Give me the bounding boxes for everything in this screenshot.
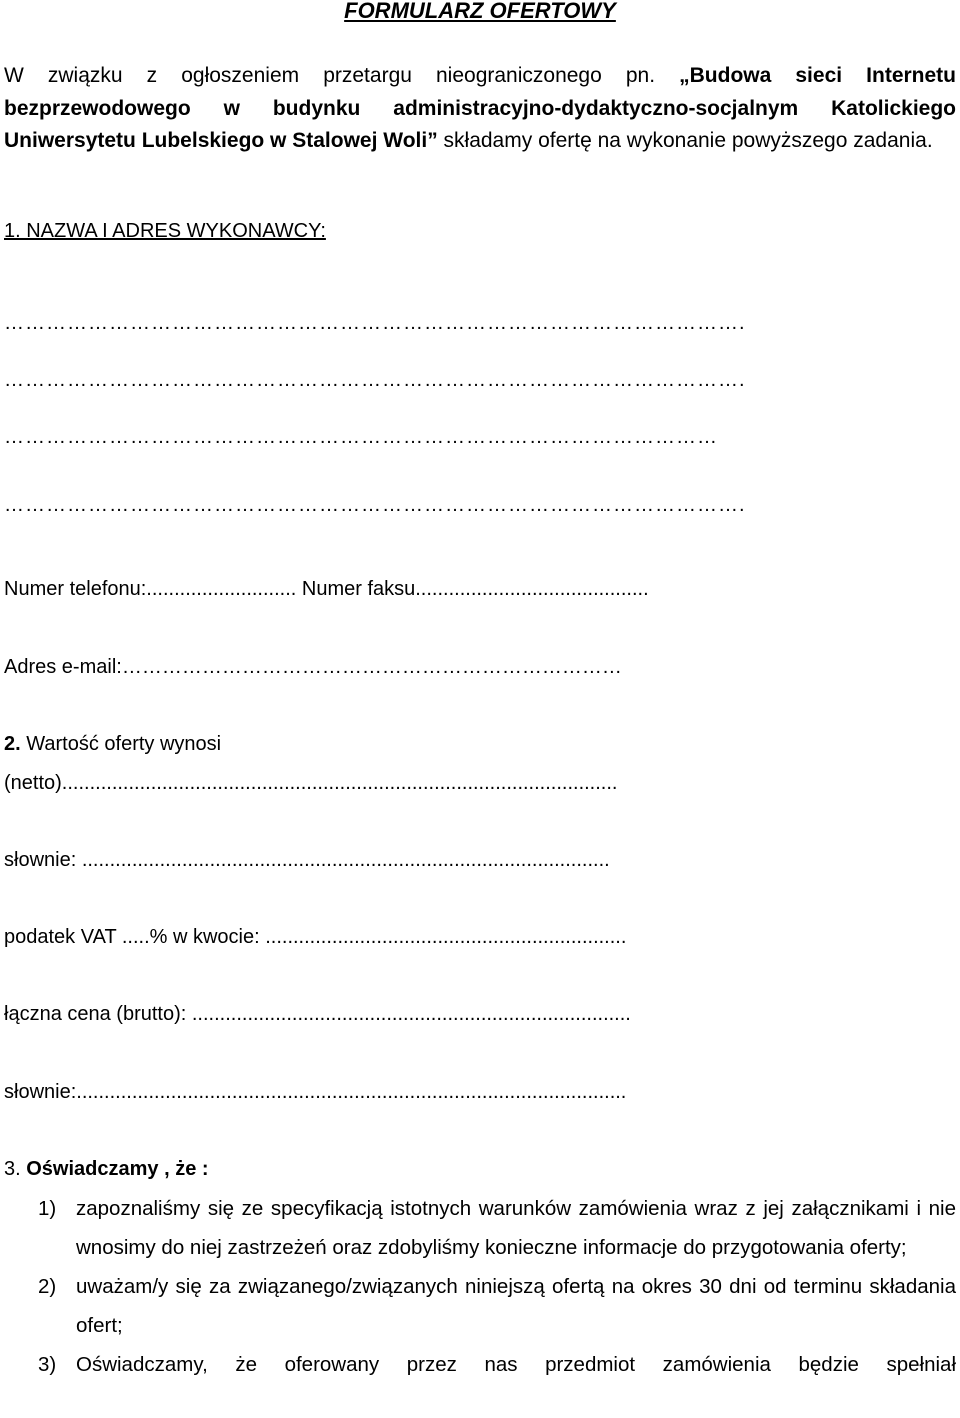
- list-item-text: zapoznaliśmy się ze specyfikacją istotnych warunków zamówienia wraz z jej załącznikami i nie wnosimy do niej zastrzeżeń oraz zdobyliśmy konieczne informacje do przygotowania oferty;: [76, 1197, 956, 1259]
- intro-paragraph: [4, 60, 956, 158]
- contractor-name-line-1[interactable]: …………………………………………………………………………………………….: [4, 312, 746, 334]
- contractor-address-line-2[interactable]: …………………………………………………………………………………………….: [4, 494, 746, 516]
- list-item-number: 3): [38, 1353, 57, 1376]
- section-3-title: [4, 1158, 956, 1181]
- section-3-label: Oświadczamy , że :: [20, 1158, 209, 1180]
- contractor-name-line-2[interactable]: …………………………………………………………………………………………….: [4, 369, 746, 391]
- project-name: „Budowa sieci Internetu bezprzewodowego w budynku administracyjno-dydaktyczno-socjalnym Katolickiego Uniwersytetu Lubelskiego w Stalowej Woli”: [4, 64, 956, 152]
- phone-field[interactable]: Numer telefonu:...........................: [4, 578, 297, 600]
- email-field[interactable]: Adres e-mail:…………………………………………………………………: [4, 656, 622, 678]
- contractor-address-line-1[interactable]: …………………………………………………………………………………………: [4, 426, 718, 448]
- section-3-number: 3.: [4, 1158, 21, 1180]
- vat-field[interactable]: podatek VAT .....% w kwocie: .................................................................: [4, 926, 627, 948]
- phone-fax-row: [4, 578, 956, 601]
- form-title: FORMULARZ OFERTOWY: [344, 0, 616, 23]
- section-2-label: Wartość oferty wynosi: [20, 733, 222, 755]
- netto-words-field[interactable]: słownie: ...............................................................................................: [4, 849, 610, 871]
- section-2-title: [4, 733, 956, 756]
- list-item: [4, 1189, 956, 1267]
- netto-field[interactable]: (netto)....................................................................................................: [4, 772, 618, 794]
- fax-field[interactable]: Numer faksu..........................................: [296, 578, 649, 600]
- list-item-number: 2): [38, 1275, 57, 1298]
- brutto-words-field[interactable]: słownie:...................................................................................................: [4, 1081, 627, 1103]
- list-item: [4, 1345, 956, 1384]
- list-item-text: Oświadczamy, że oferowany przez nas przedmiot zamówienia będzie spełniał: [76, 1353, 956, 1376]
- list-item-number: 1): [38, 1197, 57, 1220]
- list-item: [4, 1267, 956, 1345]
- section-1-title: 1. NAZWA I ADRES WYKONAWCY:: [4, 220, 326, 242]
- intro-prefix: W związku z ogłoszeniem przetargu nieograniczonego pn.: [4, 64, 680, 87]
- section-2-number: 2.: [4, 733, 21, 755]
- declarations-list: [4, 1189, 956, 1384]
- list-item-text: uważam/y się za związanego/związanych niniejszą ofertą na okres 30 dni od terminu składania ofert;: [76, 1275, 956, 1337]
- brutto-field[interactable]: łączna cena (brutto): ...............................................................................: [4, 1003, 631, 1025]
- intro-suffix: składamy ofertę na wykonanie powyższego zadania.: [437, 129, 933, 152]
